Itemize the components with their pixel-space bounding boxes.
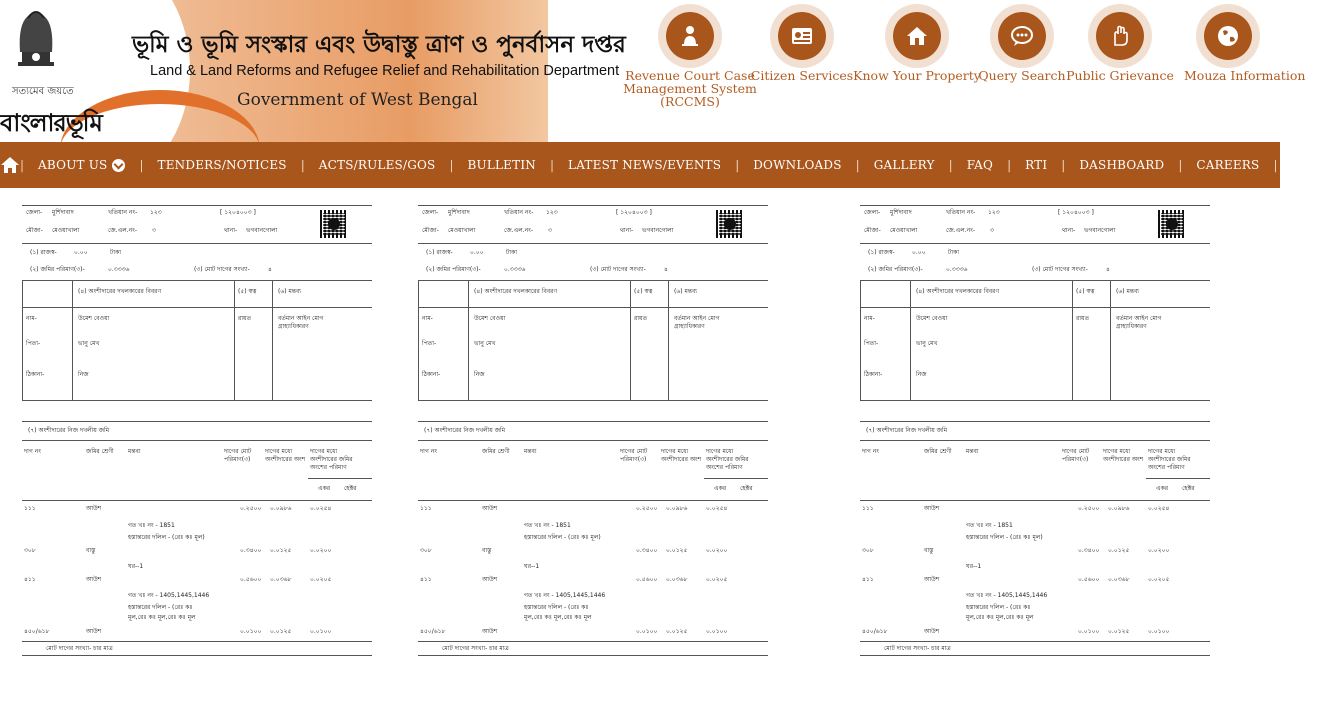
remark-line: বর্তমান আইন মোগ [674,315,720,322]
remark-line: বর্তমান আইন মোগ [278,315,324,322]
row-total-area: ০.৫৬০০ [1078,576,1100,583]
row-plot-no: ৪১১ [862,576,874,583]
remark-line: বর্তমান আইন মোগ [1116,315,1162,322]
col-land-class: জমির শ্রেণী [482,448,510,455]
col-share-area: অংশের পরিমাণ [310,464,347,471]
owner-name: উমেশ বেওয়া [916,315,948,322]
row-share: ০.০১২৫ [270,628,292,635]
globe-icon [1215,23,1241,49]
khatian-label: খতিয়ান নং- [108,209,138,216]
khatian-records-area [0,200,1280,720]
name-label: নাম- [26,315,37,322]
col-share-area: অংশীদারের জমির [1148,456,1191,463]
district-value: মুর্শিদাবাদ [448,209,470,216]
address-label: ঠিকানা- [422,371,441,378]
col-share: দাগের মধ্যে [661,448,689,455]
row-land-class: আউশ [86,576,102,583]
father-name: ভানু মেখ [78,340,100,347]
land-area-label: (২) জমির পরিমাণ(৩)- [868,266,923,273]
row-total-area: ০.৩৪০০ [240,547,262,554]
department-title-bn: ভূমি ও ভূমি সংস্কার এবং উদ্বাস্তু ত্রাণ ও পুনর্বাসন দপ্তর [132,32,626,58]
qr-code-icon [320,210,348,238]
district-value: মুর্শিদাবাদ [890,209,912,216]
col-total-area: পরিমাণ(৩) [224,456,251,463]
col-share-area: অংশের পরিমাণ [706,464,743,471]
jl-label: জে.এল.নং- [504,227,533,234]
land-area-value: ০.৩৩৩৬ [504,266,526,273]
nav-gallery[interactable]: GALLERY [873,158,935,172]
land-section-title: (৭) অংশীদারের নিজ দখলীয় জমি [866,427,948,434]
row-share-area: ০.০১০০ [706,628,728,635]
unit-acre: একর [1156,485,1169,492]
mouza-label: মৌজা- [422,227,439,234]
khatian-record [860,200,1210,660]
col-share-area: অংশীদারের জমির [310,456,353,463]
nav-faq[interactable]: FAQ [966,158,994,172]
row-note: হস্তান্তরের দলিল - (রেঃ কঃ [966,604,1031,611]
address-value: নিজ [78,371,89,378]
row-plot-no: ৪৫০/৬১৮ [24,628,50,635]
row-share: ০.০১২৫ [666,628,688,635]
col-total-area: পরিমাণ(৩) [620,456,647,463]
total-plots-value: ৪ [664,266,668,273]
chat-bubble-icon [1009,23,1035,49]
nav-downloads[interactable]: DOWNLOADS [753,158,842,172]
record-code: [ ১২০৪০০৩ ] [616,209,652,216]
col-share: অংশীদারের অংশ [1103,456,1144,463]
col-share-area: দাগের মধ্যে [310,448,338,455]
father-name: ভানু মেখ [474,340,496,347]
quick-link-label: Revenue Court Case [625,68,755,83]
col-share-area: অংশীদারের জমির [706,456,749,463]
row-plot-no: ৪১১ [420,576,432,583]
land-area-label: (২) জমির পরিমাণ(৩)- [30,266,85,273]
qr-code-icon [1158,210,1186,238]
jl-label: জে.এল.নং- [946,227,975,234]
qr-code-icon [716,210,744,238]
total-plots-value: ৪ [1106,266,1110,273]
home-icon [0,156,20,174]
address-label: ঠিকানা- [864,371,883,378]
nav-careers[interactable]: CAREERS [1196,158,1260,172]
col-plot-no: দাগ নং [420,448,437,455]
mouza-value: মেওয়াখালা [52,227,80,234]
state-emblem-icon [8,4,64,82]
father-label: পিতা- [422,340,437,347]
address-label: ঠিকানা- [26,371,45,378]
row-share-area: ০.০১০০ [1148,628,1170,635]
unit-acre: একর [714,485,727,492]
khatian-record [22,200,372,660]
row-land-class: আউশ [482,576,498,583]
khatian-value: ১২৩ [150,209,162,216]
row-share: ০.০৩৬৮ [666,576,688,583]
motto-text: সত্যমেব জয়তে [12,86,74,97]
quick-link-label: Know Your Property [853,68,981,83]
col-share: অংশীদারের অংশ [265,456,306,463]
revenue-label: (১) রাজস্ব- [868,249,895,256]
row-note: হস্তান্তরের দলিল - (রেঃ কঃ মূল) [524,534,601,541]
col-total-area: দাগের মোট [620,448,648,455]
col-share-area: দাগের মধ্যে [706,448,734,455]
revenue-unit: টাকা [110,249,121,256]
total-plots-footer: মোট দাগের সংখ্যা- চার মাত্র [442,645,509,652]
land-area-label: (২) জমির পরিমাণ(৩)- [426,266,481,273]
row-share-area: ০.০২৫৪ [310,505,332,512]
owner-details-header: (৪) অংশীদারের দখলকারের বিবরণ [916,288,1000,295]
land-section-title: (৭) অংশীদারের নিজ দখলীয় জমি [424,427,506,434]
raised-hand-icon [1107,23,1133,49]
jl-value: ৩ [548,227,552,234]
row-land-class: আউশ [86,628,102,635]
col-share-area: অংশের পরিমাণ [1148,464,1185,471]
thana-value: ভগবানগোলা [246,227,278,234]
district-label: জেলা- [26,209,43,216]
row-note: গত খঃ নং - 1405,1445,1446 [524,592,606,599]
row-land-class: আউশ [924,505,940,512]
col-land-class: জমির শ্রেণী [924,448,952,455]
right-header: (৫) স্বত্ব [634,288,653,295]
quick-link-label: (RCCMS) [660,94,720,109]
total-plots-label: (৩) মোট দাগের সংখ্যা- [194,266,250,273]
right-header: (৫) স্বত্ব [1076,288,1095,295]
row-note: গত খঃ নং - 1851 [524,522,571,529]
revenue-unit: টাকা [506,249,517,256]
address-value: নিজ [916,371,927,378]
col-total-area: দাগের মোট [1062,448,1090,455]
revenue-label: (১) রাজস্ব- [30,249,57,256]
quick-link-label: Public Grievance [1066,68,1174,83]
remark-line: গ্রাহ্যাধিকারণ [278,323,309,330]
row-plot-no: ৩০৮ [24,547,36,554]
row-share: ০.০১২৫ [270,547,292,554]
quick-link-rccms[interactable] [623,4,757,109]
house-icon [904,23,930,49]
district-label: জেলা- [422,209,439,216]
right-value: রায়ত [1076,315,1090,322]
father-name: ভানু মেখ [916,340,938,347]
row-share: ০.০৯৮৬ [270,505,292,512]
row-share-area: ০.০২০০ [706,547,728,554]
row-land-class: বাস্তু [86,547,96,554]
person-bell-icon [677,23,703,49]
row-note: ঘর--1 [128,563,144,570]
jl-label: জে.এল.নং- [108,227,137,234]
col-total-area: পরিমাণ(৩) [1062,456,1089,463]
row-total-area: ০.০১০০ [1078,628,1100,635]
row-note: মূল,রেঃ কঃ মূল,রেঃ কঃ মূল [128,614,196,621]
row-land-class: আউশ [482,505,498,512]
row-note: হস্তান্তরের দলিল - (রেঃ কঃ [524,604,589,611]
row-note: ঘর--1 [524,563,540,570]
row-share: ০.০১২৫ [1108,628,1130,635]
quick-link-mouza-information[interactable] [1168,4,1306,83]
row-plot-no: ৪১১ [24,576,36,583]
row-note: হস্তান্তরের দলিল - (রেঃ কঃ [128,604,193,611]
total-plots-footer: মোট দাগের সংখ্যা- চার মাত্র [46,645,113,652]
row-note: গত খঃ নং - 1851 [128,522,175,529]
col-share-area: দাগের মধ্যে [1148,448,1176,455]
row-share-area: ০.০২৫৪ [706,505,728,512]
site-header [0,0,1306,142]
nav-bulletin[interactable]: BULLETIN [467,158,536,172]
row-note: হস্তান্তরের দলিল - (রেঃ কঃ মূল) [128,534,205,541]
row-plot-no: ১১১ [420,505,432,512]
right-value: রায়ত [634,315,648,322]
nav-rti[interactable]: RTI [1025,158,1048,172]
revenue-unit: টাকা [948,249,959,256]
record-code: [ ১২০৪০০৩ ] [1058,209,1094,216]
name-label: নাম- [422,315,433,322]
row-land-class: বাস্তু [482,547,492,554]
row-plot-no: ১১১ [862,505,874,512]
nav-dashboard[interactable]: DASHBOARD [1079,158,1165,172]
unit-hectare: হেক্টর [1182,485,1195,492]
total-plots-label: (৩) মোট দাগের সংখ্যা- [1032,266,1088,273]
row-share-area: ০.০২০০ [310,547,332,554]
row-share-area: ০.০২৫৪ [1148,505,1170,512]
row-note: হস্তান্তরের দলিল - (রেঃ কঃ মূল) [966,534,1043,541]
remarks-header: (৬) মন্তব্য [1116,288,1140,295]
mouza-label: মৌজা- [26,227,43,234]
revenue-value: ০.০০ [74,249,88,256]
thana-value: ভগবানগোলা [642,227,674,234]
revenue-value: ০.০০ [912,249,926,256]
row-note: গত খঃ নং - 1405,1445,1446 [966,592,1048,599]
unit-hectare: হেক্টর [740,485,753,492]
nav-acts-rules-gos[interactable]: ACTS/RULES/GOS [318,158,436,172]
nav-about-us[interactable]: ABOUT US [38,158,125,172]
nav-result[interactable]: RESULT [1291,158,1344,172]
remark-line: গ্রাহ্যাধিকারণ [1116,323,1147,330]
owner-details-header: (৪) অংশীদারের দখলকারের বিবরণ [78,288,162,295]
row-total-area: ০.২৫০০ [1078,505,1100,512]
row-share-area: ০.০১০০ [310,628,332,635]
row-share-area: ০.০২০৫ [310,576,332,583]
row-plot-no: ৩০৮ [420,547,432,554]
chevron-down-icon [112,159,125,172]
row-land-class: আউশ [924,628,940,635]
quick-link-label: Mouza Information [1184,68,1306,83]
row-plot-no: ৪৫০/৬১৮ [420,628,446,635]
header-banner [0,0,626,142]
col-total-area: দাগের মোট [224,448,252,455]
col-share: অংশীদারের অংশ [661,456,702,463]
row-land-class: আউশ [482,628,498,635]
row-land-class: আউশ [924,576,940,583]
thana-label: থানা- [224,227,238,234]
remark-line: গ্রাহ্যাধিকারণ [674,323,705,330]
row-share: ০.০৩৬৮ [1108,576,1130,583]
mouza-value: মেওয়াখালা [448,227,476,234]
row-total-area: ০.৩৪০০ [636,547,658,554]
row-total-area: ০.৫৬০০ [240,576,262,583]
row-share: ০.০৯৮৬ [1108,505,1130,512]
quick-link-label: Query Search [978,68,1066,83]
row-share-area: ০.০২০৫ [706,576,728,583]
record-code: [ ১২০৪০০৩ ] [220,209,256,216]
row-total-area: ০.৫৬০০ [636,576,658,583]
row-share-area: ০.০২০৫ [1148,576,1170,583]
nav-tenders-notices[interactable]: TENDERS/NOTICES [157,158,287,172]
quick-link-public-grievance[interactable] [1060,4,1180,82]
quick-link-know-your-property[interactable] [853,4,981,83]
row-note: মূল,রেঃ কঃ মূল,রেঃ কঃ মূল [524,614,592,621]
row-share: ০.০১২৫ [1108,547,1130,554]
row-share: ০.০৯৮৬ [666,505,688,512]
government-title: Government of West Bengal [237,90,478,110]
row-plot-no: ৩০৮ [862,547,874,554]
khatian-value: ১২৩ [546,209,558,216]
col-remarks: মন্তব্য [524,448,537,455]
row-land-class: আউশ [86,505,102,512]
owner-name: উমেশ বেওয়া [78,315,110,322]
total-plots-footer: মোট দাগের সংখ্যা- চার মাত্র [884,645,951,652]
department-title-en: Land & Land Reforms and Refugee Relief and Rehabilitation Department [150,63,620,79]
col-plot-no: দাগ নং [24,448,41,455]
row-total-area: ০.৩৪০০ [1078,547,1100,554]
total-plots-label: (৩) মোট দাগের সংখ্যা- [590,266,646,273]
row-share: ০.০৩৬৮ [270,576,292,583]
nav-latest-news-events[interactable]: LATEST NEWS/EVENTS [568,158,722,172]
khatian-label: খতিয়ান নং- [946,209,976,216]
col-remarks: মন্তব্য [966,448,979,455]
id-card-icon [789,23,815,49]
home-button[interactable] [0,156,20,174]
row-total-area: ০.২৫০০ [240,505,262,512]
mouza-value: মেওয়াখালা [890,227,918,234]
brand-logo-text: বাংলারভূমি [0,109,102,137]
row-land-class: বাস্তু [924,547,934,554]
address-value: নিজ [474,371,485,378]
thana-label: থানা- [1062,227,1076,234]
land-area-value: ০.৩৩৩৬ [946,266,968,273]
khatian-label: খতিয়ান নং- [504,209,534,216]
khatian-value: ১২৩ [988,209,1000,216]
col-land-class: জমির শ্রেণী [86,448,114,455]
row-total-area: ০.০১০০ [240,628,262,635]
quick-link-label: Citizen Services [750,68,854,83]
thana-label: থানা- [620,227,634,234]
name-label: নাম- [864,315,875,322]
remarks-header: (৬) মন্তব্য [674,288,698,295]
row-total-area: ০.০১০০ [636,628,658,635]
district-value: মুর্শিদাবাদ [52,209,74,216]
row-plot-no: ১১১ [24,505,36,512]
revenue-label: (১) রাজস্ব- [426,249,453,256]
col-share: দাগের মধ্যে [1103,448,1131,455]
jl-value: ৩ [152,227,156,234]
right-header: (৫) স্বত্ব [238,288,257,295]
quick-link-label: Management System [623,81,757,96]
row-note: ঘর--1 [966,563,982,570]
right-value: রায়ত [238,315,252,322]
father-label: পিতা- [26,340,41,347]
total-plots-value: ৪ [268,266,272,273]
col-share: দাগের মধ্যে [265,448,293,455]
col-remarks: মন্তব্য [128,448,141,455]
row-share-area: ০.০২০০ [1148,547,1170,554]
unit-acre: একর [318,485,331,492]
remarks-header: (৬) মন্তব্য [278,288,302,295]
land-area-value: ০.৩৩৩৬ [108,266,130,273]
mouza-label: মৌজা- [864,227,881,234]
row-note: গত খঃ নং - 1405,1445,1446 [128,592,210,599]
jl-value: ৩ [990,227,994,234]
row-total-area: ০.২৫০০ [636,505,658,512]
district-label: জেলা- [864,209,881,216]
row-plot-no: ৪৫০/৬১৮ [862,628,888,635]
row-share: ০.০১২৫ [666,547,688,554]
row-note: গত খঃ নং - 1851 [966,522,1013,529]
khatian-record [418,200,768,660]
col-plot-no: দাগ নং [862,448,879,455]
land-section-title: (৭) অংশীদারের নিজ দখলীয় জমি [28,427,110,434]
unit-hectare: হেক্টর [344,485,357,492]
thana-value: ভগবানগোলা [1084,227,1116,234]
main-navigation: | ABOUT US | TENDERS/NOTICES | ACTS/RULES/GOS | BULLETIN | LATEST NEWS/EVENTS | DOWNLOADS | GALLERY | FAQ | RTI | DASHBOARD | CAREERS | RESULT [0,142,1280,188]
father-label: পিতা- [864,340,879,347]
revenue-value: ০.০০ [470,249,484,256]
row-note: মূল,রেঃ কঃ মূল,রেঃ কঃ মূল [966,614,1034,621]
owner-name: উমেশ বেওয়া [474,315,506,322]
owner-details-header: (৪) অংশীদারের দখলকারের বিবরণ [474,288,558,295]
quick-link-citizen-services[interactable] [742,4,862,82]
